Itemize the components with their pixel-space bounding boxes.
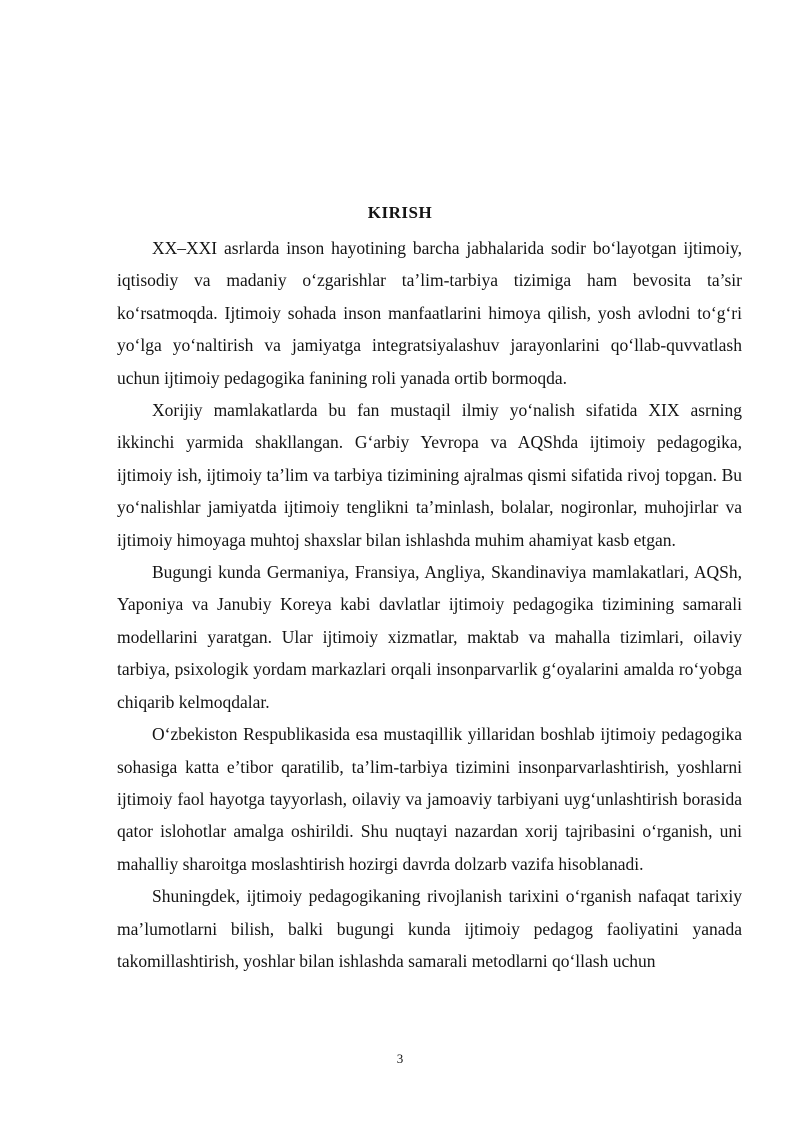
paragraph: XX–XXI asrlarda inson hayotining barcha jabhalarida sodir bo‘layotgan ijtimoiy, iqtisodiy va madaniy o‘zgarishlar ta’lim-tarbiya tizimiga ham bevosita ta’sir ko‘rsatmoqda. Ijtimoiy sohada inson manfaatlarini himoya qilish, yosh avlodni to‘g‘ri yo‘lga yo‘naltirish va jamiyatga integratsiyalashuv jarayonlarini qo‘llab-quvvatlash uchun ijtimoiy pedagogika fanining roli yanada ortib bormoqda.: [117, 238, 742, 388]
body-text: [117, 232, 742, 977]
paragraph: Bugungi kunda Germaniya, Fransiya, Angliya, Skandinaviya mamlakatlari, AQSh, Yaponiya va Janubiy Koreya kabi davlatlar ijtimoiy pedagogika tizimining samarali modellarini yaratgan. Ular ijtimoiy xizmatlar, maktab va mahalla tizimlari, oilaviy tarbiya, psixologik yordam markazlari orqali insonparvarlik g‘oyalarini amalda ro‘yobga chiqarib kelmoqdalar.: [117, 562, 742, 712]
section-heading: KIRISH: [367, 203, 433, 222]
page-number: 3: [396, 1051, 404, 1066]
paragraph: Xorijiy mamlakatlarda bu fan mustaqil ilmiy yo‘nalish sifatida XIX asrning ikkinchi yarmida shakllangan. G‘arbiy Yevropa va AQShda ijtimoiy pedagogika, ijtimoiy ish, ijtimoiy ta’lim va tarbiya tizimining ajralmas qismi sifatida rivoj topgan. Bu yo‘nalishlar jamiyatda ijtimoiy tenglikni ta’minlash, bolalar, nogironlar, muhojirlar va ijtimoiy himoyaga muhtoj shaxslar bilan ishlashda muhim ahamiyat kasb etgan.: [117, 400, 742, 550]
paragraph: O‘zbekiston Respublikasida esa mustaqillik yillaridan boshlab ijtimoiy pedagogika sohasiga katta e’tibor qaratilib, ta’lim-tarbiya tizimini insonparvarlashtirish, yoshlarni ijtimoiy faol hayotga tayyorlash, oilaviy va jamoaviy tarbiyani uyg‘unlashtirish borasida qator islohotlar amalga oshirildi. Shu nuqtayi nazardan xorij tajribasini o‘rganish, uni mahalliy sharoitga moslashtirish hozirgi davrda dolzarb vazifa hisoblanadi.: [117, 724, 742, 874]
paragraph: Shuningdek, ijtimoiy pedagogikaning rivojlanish tarixini o‘rganish nafaqat tarixiy ma’lumotlarni bilish, balki bugungi kunda ijtimoiy pedagog faoliyatini yanada takomillashtirish, yoshlar bilan ishlashda samarali metodlarni qo‘llash uchun: [117, 886, 742, 971]
